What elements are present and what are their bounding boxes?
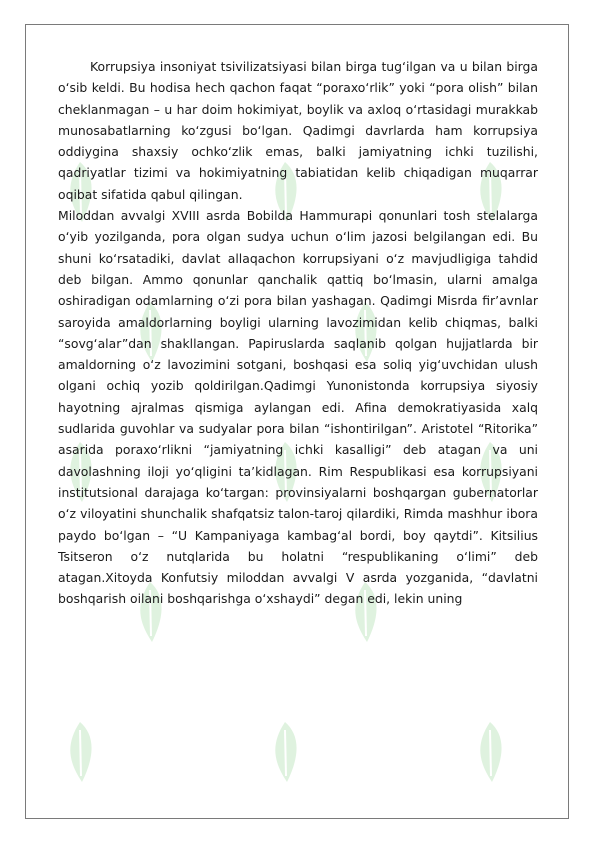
paragraph-intro: Korrupsiya insoniyat tsivilizatsiyasi bilan birga tug‘ilgan va u bilan birga o‘sib keldi. Bu hodisa hech qachon faqat “poraxo‘rlik” yoki “pora olish” bilan cheklanmagan – u har doim hokimiyat, boylik va axloq o‘rtasidagi murakkab munosabatlarning ko‘zgusi bo‘lgan. Qadimgi davrlarda ham korrupsiya oddiygina shaxsiy ochko‘zlik emas, balki jamiyatning ichki tuzilishi, qadriyatlar tizimi va hokimiyatning tabiatidan kelib chiqadigan muqarrar oqibat sifatida qabul qilingan. bbox=[58, 59, 538, 202]
document-body bbox=[58, 56, 538, 610]
paragraph-history: Miloddan avvalgi XVIII asrda Bobilda Hammurapi qonunlari tosh stelalarga o‘yib yozilganda, pora olgan sudya uchun o‘lim jazosi belgilangan edi. Bu shuni ko‘rsatadiki, davlat allaqachon korrupsiyani o‘z mavjudligiga tahdid deb bilgan. Ammo qonunlar qanchalik qattiq bo‘lmasin, ularni amalga oshiradigan odamlarning o‘zi pora bilan yashagan. Qadimgi Misrda fir’avnlar saroyida amaldorlarning boyligi ularning lavozimidan kelib chiqmas, balki “sovg‘alar”dan shakllangan. Papiruslarda saqlanib qolgan hujjatlarda bir amaldorning o‘z lavozimini sotgani, boshqasi esa soliq yig‘uvchidan ulush olgani ochiq yozib qoldirilgan.Qadimgi Yunonistonda korrupsiya siyosiy hayotning ajralmas qismiga aylangan edi. Afina demokratiyasida xalq sudlarida guvohlar va sudyalar pora bilan “ishontirilgan”. Aristotel “Ritorika” asarida poraxo‘rlikni “jamiyatning ichki kasalligi” deb atagan va uni davolashning iloji yo‘qligini ta’kidlagan. Rim Respublikasi esa korrupsiyani institutsional darajaga ko‘targan: provinsiyalarni boshqargan gubernatorlar o‘z viloyatini shunchalik shafqatsiz talon-taroj qilardiki, Rimda mashhur ibora paydo bo‘lgan – “U Kampaniyaga kambag‘al bordi, boy qaytdi”. Kitsilius Tsitseron o‘z nutqlarida bu holatni “respublikaning o‘limi” deb atagan.Xitoyda Konfutsiy miloddan avvalgi V asrda yozganida, “davlatni boshqarish oilani boshqarishga o‘xshaydi” degan edi, lekin uning bbox=[58, 208, 538, 607]
